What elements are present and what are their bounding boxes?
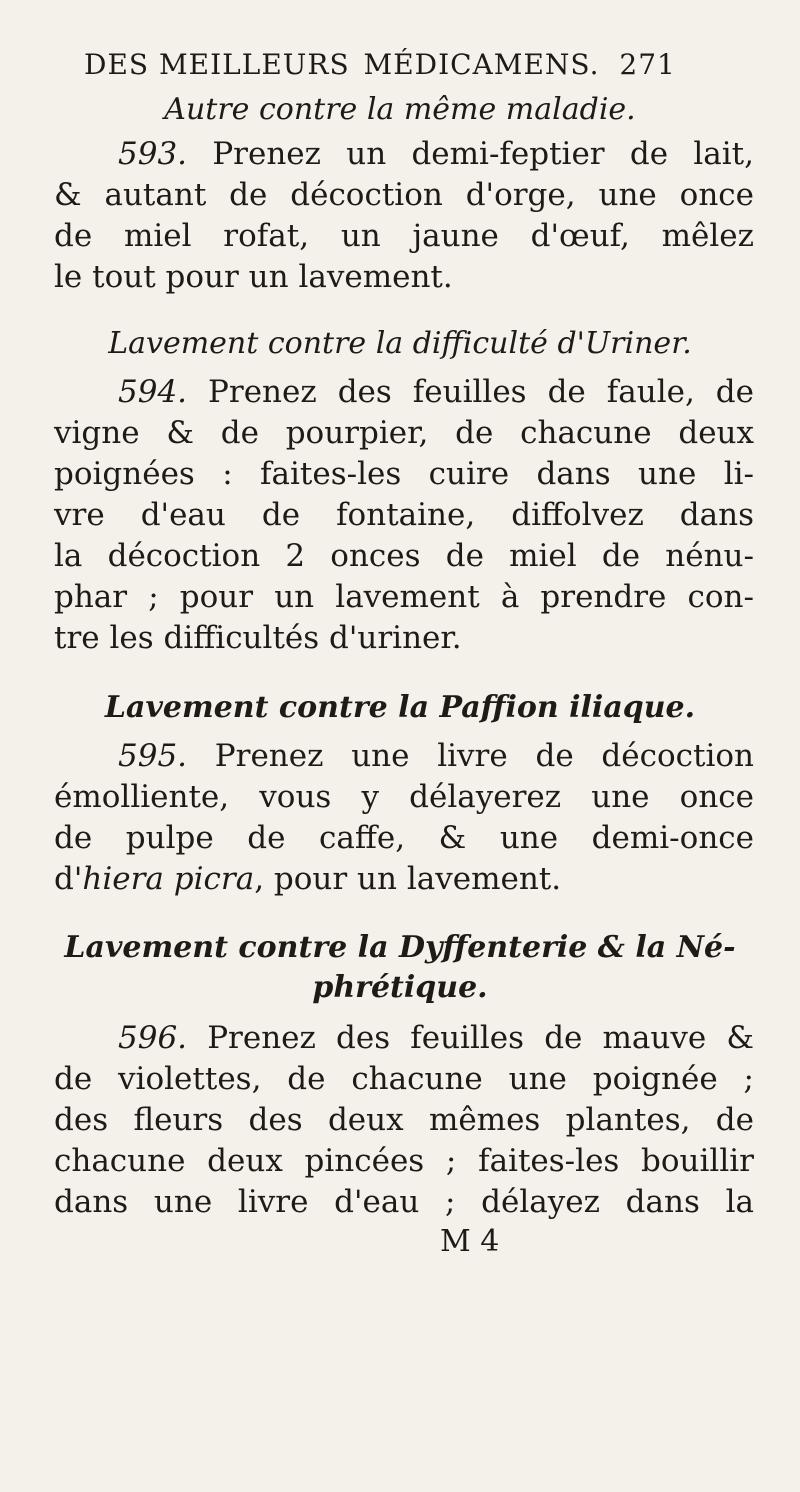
paragraph-line: 593. Prenez un demi-feptier de lait,	[118, 136, 754, 172]
paragraph-line: d'hiera picra, pour un lavement.	[54, 861, 562, 897]
page-number: 271	[619, 48, 676, 81]
entry-number-595: 595.	[118, 738, 188, 774]
latin-phrase: hiera picra	[82, 861, 255, 897]
section-heading-595: Lavement contre la Paffion iliaque.	[104, 690, 696, 725]
paragraph-line: poignées : faites-les cuire dans une li-	[54, 456, 754, 492]
paragraph-line: phar ; pour un lavement à prendre con-	[54, 579, 754, 615]
header-left: DES MEILLEURS	[84, 48, 350, 81]
entry-number-593: 593.	[118, 136, 188, 172]
section-heading-596-line2: phrétique.	[312, 970, 488, 1005]
paragraph-line: le tout pour un lavement.	[54, 259, 453, 295]
paragraph-line: 595. Prenez une livre de décoction	[118, 738, 754, 774]
paragraph-line: chacune deux pincées ; faites-les bouillir	[54, 1143, 754, 1179]
header-middle: MÉDICAMENS.	[363, 48, 600, 81]
running-header	[84, 48, 794, 81]
section-heading-596-line1: Lavement contre la Dyffenterie & la Né-	[64, 930, 736, 965]
paragraph-line: tre les difficultés d'uriner.	[54, 620, 462, 656]
paragraph-line: émolliente, vous y délayerez une once	[54, 779, 754, 815]
paragraph-line: vigne & de pourpier, de chacune deux	[54, 415, 754, 451]
entry-number-596: 596.	[118, 1020, 188, 1056]
paragraph-line: vre d'eau de fontaine, diffolvez dans	[54, 497, 754, 533]
paragraph-line: & autant de décoction d'orge, une once	[54, 177, 754, 213]
paragraph-line: 594. Prenez des feuilles de faule, de	[118, 374, 754, 410]
entry-number-594: 594.	[118, 374, 188, 410]
signature-mark: M 4	[440, 1224, 500, 1259]
paragraph-line: des fleurs des deux mêmes plantes, de	[54, 1102, 754, 1138]
section-heading-594: Lavement contre la difficulté d'Uriner.	[108, 326, 692, 361]
paragraph-line: de violettes, de chacune une poignée ;	[54, 1061, 754, 1097]
paragraph-line: de pulpe de caffe, & une demi-once	[54, 820, 754, 856]
paragraph-line: dans une livre d'eau ; délayez dans la	[54, 1184, 754, 1220]
paragraph-line: de miel rofat, un jaune d'œuf, mêlez	[54, 218, 754, 254]
paragraph-line: 596. Prenez des feuilles de mauve &	[118, 1020, 754, 1056]
section-heading-593: Autre contre la même maladie.	[164, 92, 636, 127]
paragraph-line: la décoction 2 onces de miel de nénu-	[54, 538, 754, 574]
